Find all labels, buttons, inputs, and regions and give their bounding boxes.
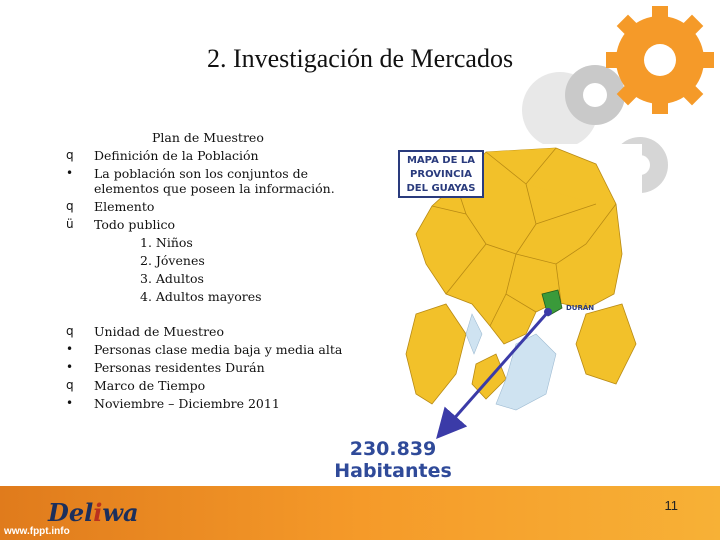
map-label-line: PROVINCIA: [410, 169, 472, 180]
plan-heading: Plan de Muestreo: [152, 130, 264, 145]
list-item: Todo publico: [94, 217, 175, 232]
list-item: Definición de la Población: [94, 148, 259, 163]
group-item: 2. Jóvenes: [140, 253, 205, 268]
list-item: Personas clase media baja y media alta: [94, 342, 343, 357]
bullet-marker: q: [66, 148, 74, 162]
checkmark-icon: ü: [66, 217, 74, 231]
group-item: 1. Niños: [140, 235, 193, 250]
bullet-marker: q: [66, 378, 74, 392]
bullet-marker: q: [66, 324, 74, 338]
page-number: 11: [664, 498, 678, 513]
logo-part: wa: [102, 498, 139, 527]
list-item: Personas residentes Durán: [94, 360, 265, 375]
group-item: 4. Adultos mayores: [140, 289, 262, 304]
deliwa-logo: [48, 498, 139, 527]
group-item: 3. Adultos: [140, 271, 204, 286]
map-label-line: DEL GUAYAS: [406, 183, 476, 194]
logo-part: i: [93, 498, 103, 527]
list-item: La población son los conjuntos de: [94, 166, 309, 181]
duran-map-label: DURÁN: [566, 304, 595, 312]
population-stat: [318, 438, 468, 482]
population-label: Habitantes: [334, 460, 452, 482]
list-item: Noviembre – Diciembre 2011: [94, 396, 280, 411]
logo-part: Del: [48, 498, 94, 527]
bullet-marker: •: [66, 396, 74, 410]
population-value: 230.839: [349, 438, 437, 460]
list-item: elementos que poseen la información.: [94, 181, 335, 196]
bullet-marker: q: [66, 199, 74, 213]
footer-bar: [0, 486, 720, 540]
map-legend-label: [398, 150, 484, 198]
fppt-link[interactable]: www.fppt.info: [4, 526, 70, 537]
slide-title: 2. Investigación de Mercados: [206, 44, 514, 73]
bullet-marker: •: [66, 166, 74, 180]
list-item: Marco de Tiempo: [94, 378, 206, 393]
list-item: Elemento: [94, 199, 155, 214]
list-item: Unidad de Muestreo: [94, 324, 224, 339]
bullet-marker: •: [66, 342, 74, 356]
bullet-marker: •: [66, 360, 74, 374]
map-label-line: MAPA DE LA: [406, 155, 476, 166]
